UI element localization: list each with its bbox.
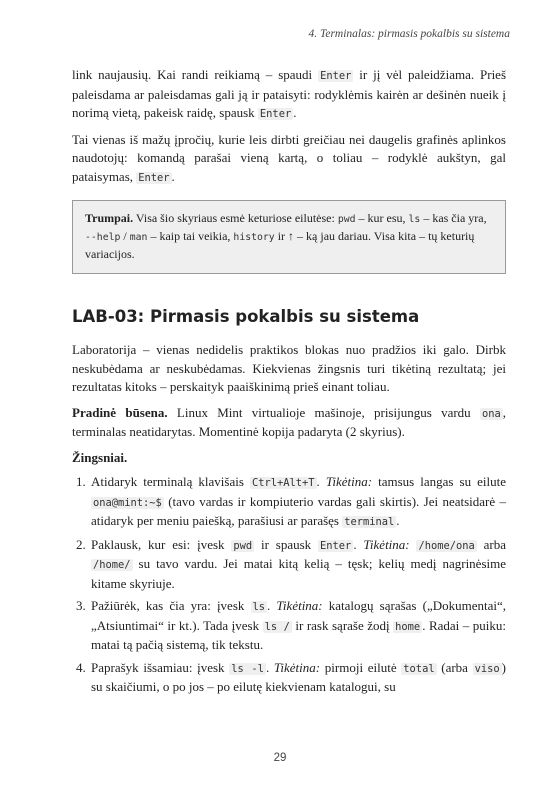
lab-heading: LAB-03: Pirmasis pokalbis su sistema (72, 307, 420, 326)
inline-code: home (395, 620, 421, 633)
inline-code: man (129, 232, 148, 243)
page-number: 29 (273, 752, 287, 764)
inline-code: --help (85, 232, 121, 243)
summary-note-text: Trumpai. Visa šio skyriaus esmė keturiose eilutėse: pwd – kur esu, ls – kas čia yra, --help / man – kaip tai veikia, history ir ↑ – ką jau dariau. Visa kita – tų keturių variacijos. (85, 211, 487, 261)
inline-code: Ctrl+Alt+T (251, 477, 315, 489)
inline-code: total (403, 662, 435, 675)
inline-code: pwd (337, 214, 356, 225)
inline-code: Enter (320, 70, 352, 82)
steps-title: Žingsniai. (72, 449, 128, 465)
step-item: 2. Paklausk, kur esi: įvesk pwd ir spausk Enter . Tikėtina: /home/ona arba /home/ su tavo vardu. Jei matai kitą kelią – tęsk; kelių medį nagrinėsime kitame skyriuje. (89, 536, 506, 594)
page-body (72, 66, 506, 697)
inline-code: ls -l (231, 662, 264, 675)
italic-label: Tikėtina: (276, 598, 323, 613)
italic-label: Tikėtina: (363, 536, 410, 552)
step-item: 3. Pažiūrėk, kas čia yra: įvesk ls . Tikėtina: katalogų sąrašas („Dokumentai“, „Atsiuntimai“ ir kt.). Tada įvesk ls / ir rask sąraše žodį home . Radai – puiku: matai tą pačią sistemą, tik tekstu. (89, 597, 506, 655)
steps-list (72, 473, 506, 697)
bold-lead: Trumpai. (85, 211, 134, 225)
inline-code: pwd (233, 539, 253, 552)
inline-code: ls (252, 601, 266, 613)
step-item: 4. Paprašyk išsamiau: įvesk ls -l . Tikėtina: pirmoji eilutė total (arba viso ) su skaičiumi, o po jos – po eilutę kiekvienam katalogui, su (89, 659, 506, 697)
italic-label: Tikėtina: (273, 659, 321, 675)
summary-note-box (72, 200, 506, 274)
inline-code: history (233, 232, 275, 243)
inline-code: Enter (320, 539, 352, 552)
inline-code: ls (408, 214, 421, 225)
inline-code: ls / (264, 620, 290, 633)
step-item: 1. Atidaryk terminalą klavišais Ctrl+Alt+T . Tikėtina: tamsus langas su eilute ona@mint:~$ (tavo vardas ir kompiuterio vardas gali skirtis). Jei neatsidarė – atidaryk per meniu paiešką, parašiusi ar parašęs terminal . (89, 473, 506, 532)
inline-code: ona (481, 407, 501, 420)
inline-code: viso (474, 662, 500, 675)
running-head: 4. Terminalas: pirmasis pokalbis su sistema (308, 28, 510, 40)
inline-code: Enter (138, 171, 170, 184)
lab-initial-state-paragraph: Pradinė būsena. Linux Mint virtualioje mašinoje, prisijungus vardu ona , terminalas neatidarytas. Momentinė kopija padaryta (2 skyrius). (72, 404, 506, 439)
intro-paragraph-2: Tai vienas iš mažų įpročių, kurie leis dirbti greičiau nei daugelis grafinės aplinkos naudotojų: komandą parašai vieną kartą, o toliau – rodyklė aukštyn, gal pataisymas, Enter . (72, 131, 506, 184)
bold-lead: Pradinė būsena. (72, 404, 168, 420)
lab-intro-paragraph: Laboratorija – vienas nedidelis praktikos blokas nuo pradžios iki galo. Dirbk neskubėdama ar neskubėdamas. Kiekvienas žingsnis turi tikėtiną rezultatą; jei rezultatas kitoks – perskaityk paaiškinimą prieš einant toliau. (72, 342, 506, 394)
intro-paragraph-1: link naujausių. Kai randi reikiamą – spaudi Enter ir jį vėl paleidžiama. Prieš paleisdama ar paleisdamas gali ją ir pataisyti: rodyklėmis kairėn ar dešinėn nueik į norimą vietą, pakeisk raidę, spausk Enter . (72, 67, 507, 120)
inline-code: /home/ (93, 559, 131, 571)
inline-code: terminal (344, 516, 395, 528)
inline-code: Enter (259, 108, 292, 120)
italic-label: Tikėtina: (325, 474, 373, 489)
inline-code: ona@mint:~$ (93, 496, 162, 509)
inline-code: /home/ona (418, 539, 475, 552)
